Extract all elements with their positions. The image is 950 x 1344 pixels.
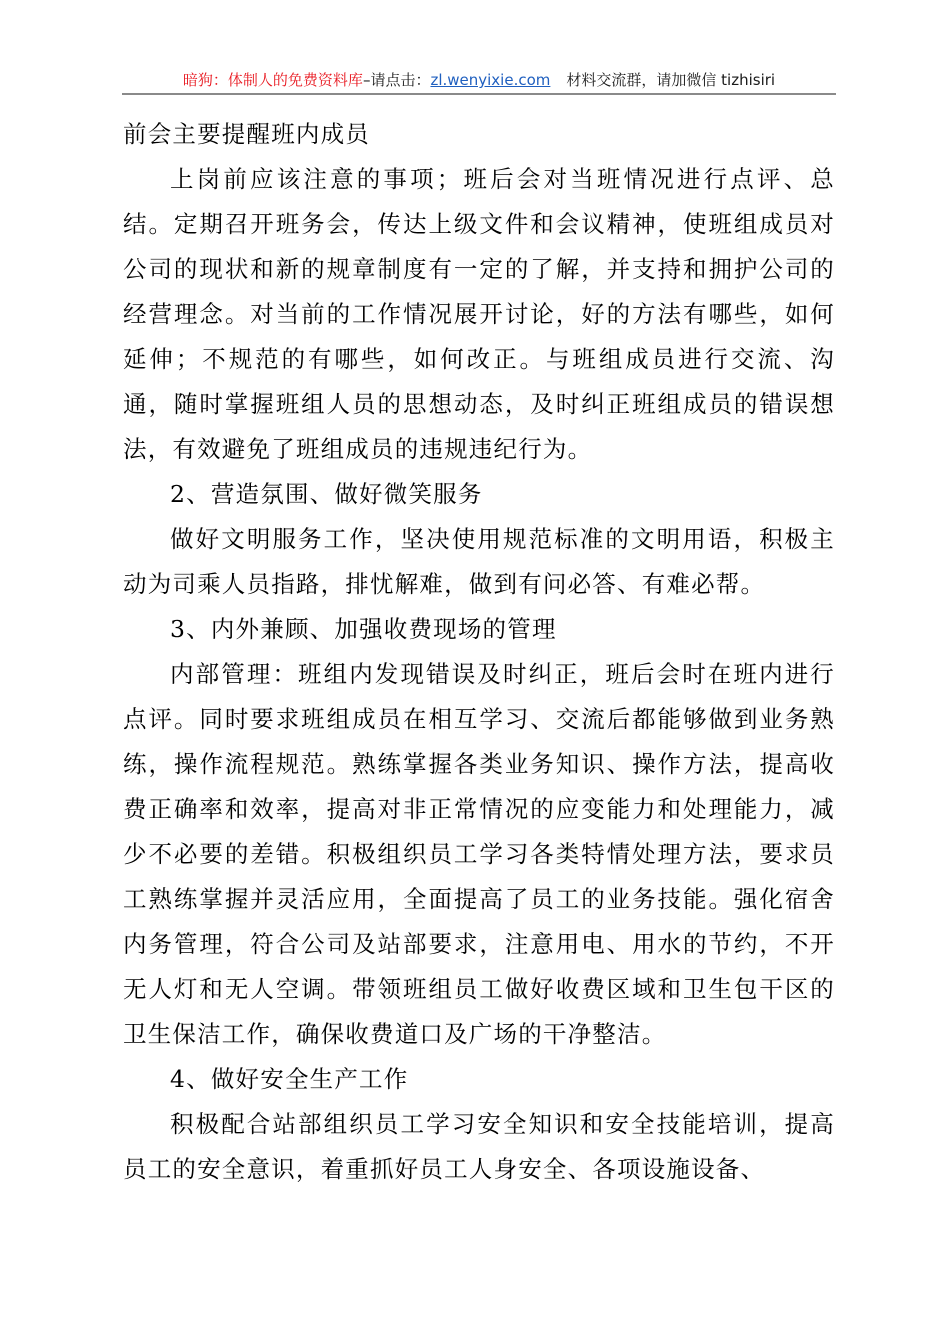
header-link[interactable]: zl.wenyixie.com xyxy=(430,71,551,89)
header-prompt: –请点击： xyxy=(362,71,431,89)
document-body xyxy=(123,112,835,1192)
paragraph-continuation: 前会主要提醒班内成员 xyxy=(123,120,370,148)
header-divider xyxy=(122,93,836,95)
page-header xyxy=(122,68,836,92)
paragraph-safety: 积极配合站部组织员工学习安全知识和安全技能培训，提高员工的安全意识，着重抓好员工人身安全、各项设施设备、 xyxy=(123,1110,835,1183)
header-site-name: 暗狗：体制人的免费资料库 xyxy=(182,71,363,89)
section-heading-4: 4、做好安全生产工作 xyxy=(170,1065,409,1093)
paragraph-service: 做好文明服务工作，坚决使用规范标准的文明用语，积极主动为司乘人员指路，排忧解难，做到有问必答、有难必帮。 xyxy=(123,525,835,598)
paragraph-internal-management: 内部管理：班组内发现错误及时纠正，班后会时在班内进行点评。同时要求班组成员在相互学习、交流后都能够做到业务熟练，操作流程规范。熟练掌握各类业务知识、操作方法，提高收费正确率和效率，提高对非正常情况的应变能力和处理能力，减少不必要的差错。积极组织员工学习各类特情处理方法，要求员工熟练掌握并灵活应用，全面提高了员工的业务技能。强化宿舍内务管理，符合公司及站部要求，注意用电、用水的节约，不开无人灯和无人空调。带领班组员工做好收费区域和卫生包干区的卫生保洁工作，确保收费道口及广场的干净整洁。 xyxy=(123,660,835,1048)
paragraph-meetings: 上岗前应该注意的事项；班后会对当班情况进行点评、总结。定期召开班务会，传达上级文件和会议精神，使班组成员对公司的现状和新的规章制度有一定的了解，并支持和拥护公司的经营理念。对当前的工作情况展开讨论，好的方法有哪些，如何延伸；不规范的有哪些，如何改正。与班组成员进行交流、沟通，随时掌握班组人员的思想动态，及时纠正班组成员的错误想法，有效避免了班组成员的违规违纪行为。 xyxy=(123,165,835,463)
section-heading-2: 2、营造氛围、做好微笑服务 xyxy=(170,480,483,508)
header-contact: 材料交流群，请加微信 tizhisiri xyxy=(566,71,776,89)
section-heading-3: 3、内外兼顾、加强收费现场的管理 xyxy=(170,615,557,643)
